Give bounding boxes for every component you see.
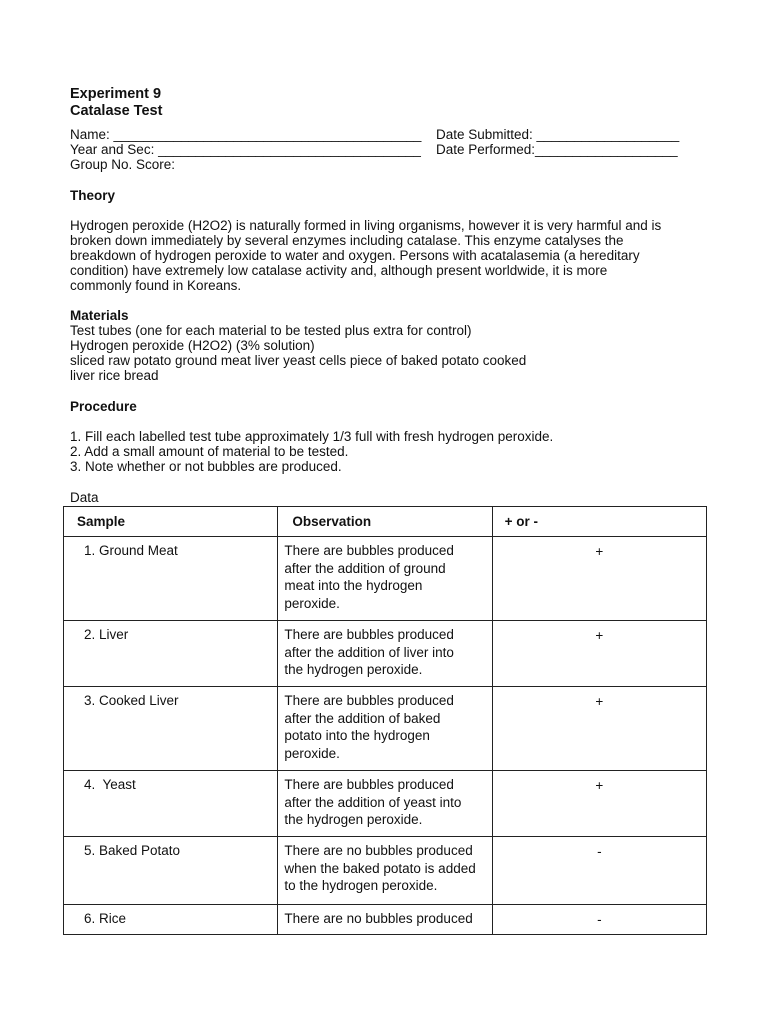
observation-line: There are bubbles produced: [284, 543, 454, 558]
name-field: Name: _________________________________________: [70, 127, 422, 142]
observation-line: meat into the hydrogen: [284, 578, 423, 593]
group-score-field: Group No. Score:: [70, 157, 176, 172]
result-cell: -: [492, 905, 706, 935]
materials-heading: Materials: [70, 308, 129, 323]
observation-line: potato into the hydrogen: [284, 728, 430, 743]
observation-line: after the addition of yeast into: [284, 794, 462, 810]
header-sample: Sample: [64, 507, 278, 537]
observation-line: There are bubbles produced: [284, 627, 454, 642]
experiment-number: Experiment 9: [70, 86, 162, 102]
theory-line: breakdown of hydrogen peroxide to water and oxygen. Persons with acatalasemia (a hereditary: [70, 248, 640, 263]
result-cell: -: [492, 837, 706, 905]
materials-line: Test tubes (one for each material to be tested plus extra for control): [70, 323, 472, 338]
data-caption: Data: [70, 490, 99, 505]
observation-cell: [278, 837, 492, 905]
date-performed-field: Date Performed:___________________: [436, 142, 678, 157]
procedure-steps: [70, 429, 710, 474]
header-observation: Observation: [278, 507, 492, 537]
observation-line: when the baked potato is added: [284, 860, 476, 876]
observation-cell: [278, 621, 492, 687]
procedure-step: 1. Fill each labelled test tube approximately 1/3 full with fresh hydrogen peroxide.: [70, 429, 554, 444]
materials-line: liver rice bread: [70, 368, 159, 383]
experiment-title: Catalase Test: [70, 103, 163, 119]
table-row: [64, 687, 707, 771]
result-cell: +: [492, 687, 706, 771]
procedure-step: 2. Add a small amount of material to be tested.: [70, 444, 349, 459]
sample-cell: 6. Rice: [64, 905, 278, 935]
observation-line: There are no bubbles produced: [284, 911, 473, 926]
result-cell: +: [492, 537, 706, 621]
header-result: + or -: [492, 507, 706, 537]
observation-line: after the addition of liver into: [284, 644, 454, 660]
observation-cell: [278, 905, 492, 935]
observation-line: the hydrogen peroxide.: [284, 812, 423, 827]
materials-list: [70, 323, 710, 383]
theory-line: Hydrogen peroxide (H2O2) is naturally formed in living organisms, however it is very harmful and is: [70, 218, 662, 233]
sample-cell: 1. Ground Meat: [64, 537, 278, 621]
observation-line: after the addition of baked: [284, 710, 441, 726]
observation-line: There are bubbles produced: [284, 693, 454, 708]
sample-cell: 2. Liver: [64, 621, 278, 687]
procedure-step: 3. Note whether or not bubbles are produced.: [70, 459, 342, 474]
theory-heading: Theory: [70, 188, 116, 203]
observation-line: after the addition of ground: [284, 560, 446, 576]
sample-cell: 3. Cooked Liver: [64, 687, 278, 771]
materials-line: sliced raw potato ground meat liver yeast cells piece of baked potato cooked: [70, 353, 527, 368]
observation-line: to the hydrogen peroxide.: [284, 878, 438, 893]
table-row: [64, 771, 707, 837]
observation-line: the hydrogen peroxide.: [284, 662, 423, 677]
table-row: [64, 837, 707, 905]
observation-line: There are no bubbles produced: [284, 843, 473, 858]
observation-line: peroxide.: [284, 595, 340, 611]
table-header-row: [64, 507, 707, 537]
observation-cell: [278, 771, 492, 837]
theory-line: condition) have extremely low catalase activity and, although present worldwide, it is more: [70, 263, 608, 278]
theory-paragraph: [70, 218, 710, 293]
observation-line: There are bubbles produced: [284, 777, 454, 792]
theory-line: commonly found in Koreans.: [70, 278, 242, 293]
theory-line: broken down immediately by several enzymes including catalase. This enzyme catalyses the: [70, 233, 624, 248]
result-cell: +: [492, 771, 706, 837]
result-cell: +: [492, 621, 706, 687]
table-row: [64, 537, 707, 621]
observation-cell: [278, 687, 492, 771]
table-row: [64, 905, 707, 935]
sample-cell: 5. Baked Potato: [64, 837, 278, 905]
date-submitted-field: Date Submitted: ___________________: [436, 127, 680, 142]
observation-line: peroxide.: [284, 745, 340, 761]
procedure-heading: Procedure: [70, 399, 137, 414]
data-table: [63, 506, 707, 935]
materials-line: Hydrogen peroxide (H2O2) (3% solution): [70, 338, 315, 353]
table-row: [64, 621, 707, 687]
observation-cell: [278, 537, 492, 621]
sample-cell: 4. Yeast: [64, 771, 278, 837]
year-sec-field: Year and Sec: ___________________________________: [70, 142, 421, 157]
